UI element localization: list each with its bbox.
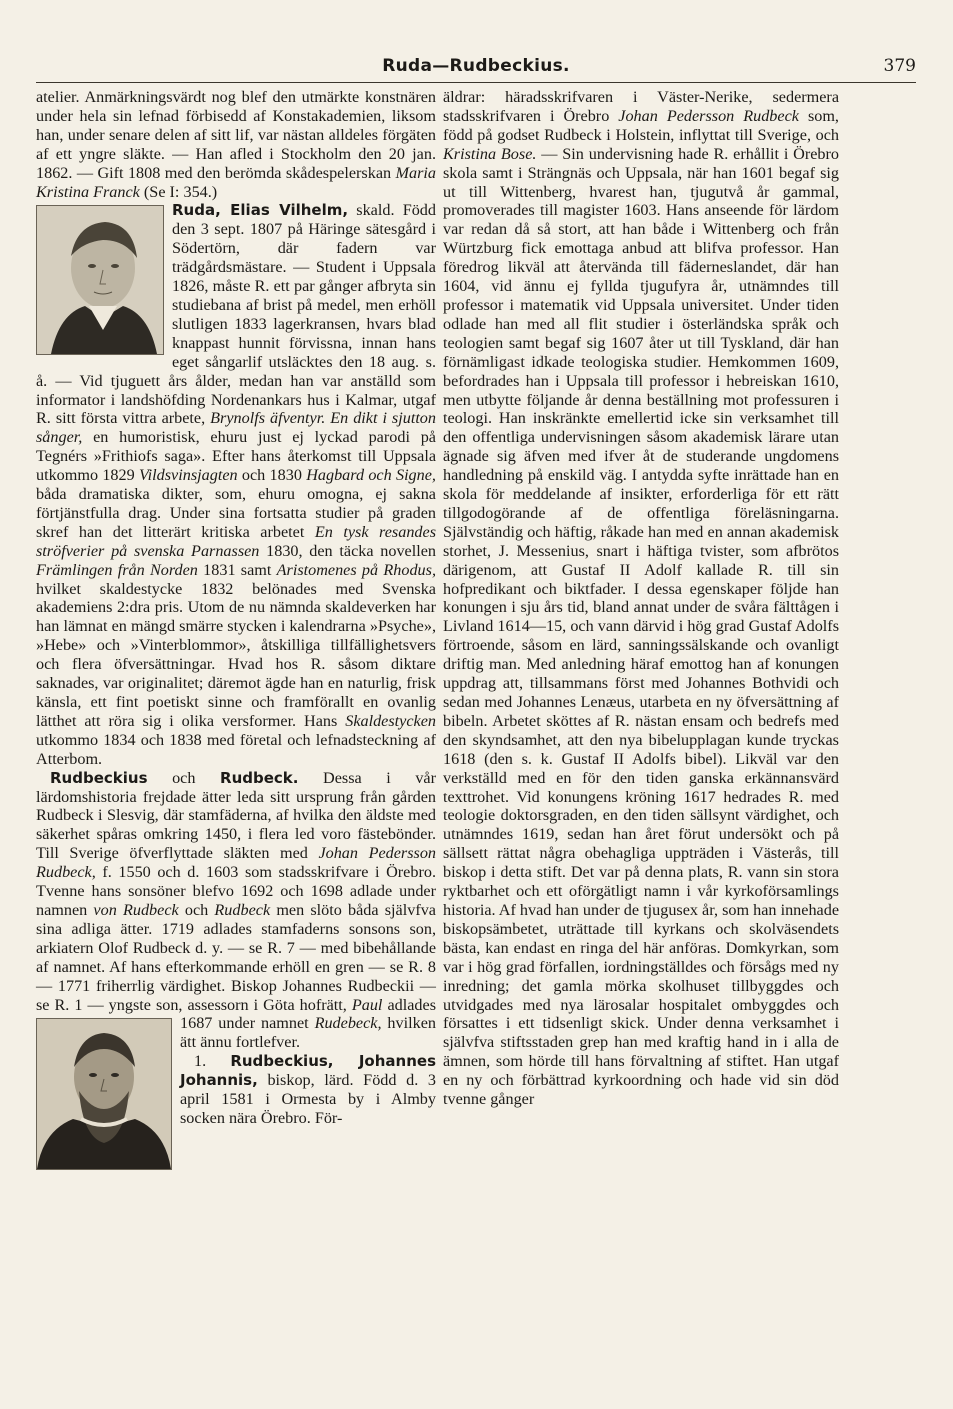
- lemma-rudbeckius-johannes: Rudbeckius, Johannes Johannis,: [180, 1052, 436, 1090]
- page-number: 379: [883, 56, 916, 76]
- entry-rudbeckius-1-continued: äldrar: häradsskrifvaren i Väster-Nerike, sedermera stadsskrifvaren i Örebro Johan Pedersson Rudbeck som, född på godset Rudbeck i Holstein, inflyttat till Sverige, och Kristina Bose. — Sin undervisning hade R. erhållit i Örebro skola samt i Strängnäs och Uppsala, när han 1601 begaf sig ut till Wittenberg, hvarest han, tjugutvå år gammal, promoverades till magister 1603. Hans anseende för lärdom var redan då så stort, att han både i Wittenberg och från Würtzburg fick emottaga anbud att blifva professor. Han föredrog likväl att återvända till fäderneslandet, där han 1604, vid ännu ej fyllda tjugufyra år, utnämndes till professor i matematik vid Uppsala universitet. Under tiden odlade han med all flit studier i österländska språk och teologien samt begaf sig 1607 åter ut till Tyskland, där han förnämligast idkade teologiska studier. Hemkommen 1609, befordrades han i Uppsala till professor i hebreiskan 1610, men utbytte följande år denna beställning mot professuren i teologi. Han inskränkte emellertid icke sin verksamhet till den offentliga undervisningen såsom akademisk lärare utan ägnade sig äfven med ifver åt de studerande ungdomens handledning på enskild väg. I antydda syfte inrättade han en skola för meddelande af insikter, erforderliga för ett rätt tillgodogörande af de offentliga föreläsningarna. Självständig och häftig, råkade han med en annan akademisk storhet, J. Messenius, snart i häftiga tvister, som afbrötos därigenom, att Gustaf II Adolf kallade R. till sin hofpredikant och biktfader. I dessa egenskaper följde han konungen i sju års tid, bland annat under de svåra fälttågen i Livland 1614—15, och vann därvid i hög grad Gustaf Adolfs förtroende, såsom en lärd, sanningssälskande och ovanligt driftig man. Med anledning häraf emottog han af konungen uppdrag att, tillsammans först med Johannes Bothvidi och sedan med Johannes Lenæus, utarbeta en ny öfversättning af bibeln. Arbetet sköttes af R. nästan ensam och bedrefs med den skyndsamhet, att den nya bibelupplagan kunde tryckas 1618 (den s. k. Gustaf II Adolfs bibel). Likväl var den verkställd med en för den tiden ganska erkännansvärd texttrohet. Vid konungens kröning 1617 hedrades R. med teologie doktorsgraden, en den tiden sällsynt värdighet, och utnämndes 1619, sedan han året förut undersökt och på sällsett rättat några obehagliga uppträden i Västerås, till biskop i detta stift. Det var på denna plats, R. vann sin stora ryktbarhet och ett oförgätligt namn i vår kyrkoförsamlings historia. Af hvad han under de tjugusex år, som han innehade biskopsämbetet, uträttade till kyrkans och skolväsendets bästa, kan endast en ringa del här anföras. Domkyrkan, som var i hög grad förfallen, iordningställdes och försågs med ny inredning; det gamla mörka skolhuset tillbyggdes och utvidgades med nya lärosalar hospitalet ombyggdes och försattes i ett tidsenligt skick. Under denna verksamhet i självfva stiftsstaden grep han med kraftig hand in i alla de ämnen, som hörde till hans förvaltning af stiftet. Han utgaf en ny och förbättrad kyrkoordning och hade vid sin död tvenne gånger: [443, 88, 839, 1109]
- lemma-ruda: Ruda, Elias Vilhelm,: [172, 201, 349, 220]
- work-title: Vildsvinsjagten: [138, 466, 238, 485]
- work-title: En tysk resandes ströfverier på svenska Parnassen: [36, 522, 436, 560]
- left-column: [36, 88, 436, 1174]
- portrait-rudbeckius: [36, 1018, 172, 1170]
- work-title: Brynolfs äfventyr. En dikt i sjutton sånger,: [36, 409, 436, 447]
- person-name: Rudbeck: [214, 900, 271, 919]
- header-rule: [36, 82, 916, 83]
- work-title: Aristomenes på Rhodus,: [276, 560, 436, 579]
- right-column: [443, 88, 839, 1109]
- entry-ruda: Ruda, Elias Vilhelm, skald. Född den 3 sept. 1807 på Häringe sätesgård i Södertörn, där fadern var trädgårdsmästare. — Student i Uppsala 1826, måste R. ett par gånger afbryta sin studiebana af brist på medel, men erhöll slutligen 1833 lagerkransen, hvars blad knappast hunnit förvissna, innan hans eget sångarlif utsläcktes den 18 aug. s. å. — Vid tjuguett års ålder, medan han var anställd som informator i landshöfding Nordenankars hus i Kalmar, utgaf R. sitt första vittra arbete, Brynolfs äfventyr. En dikt i sjutton sånger, en humoristisk, ehuru just ej lyckad parodi på Tegnérs »Frithiofs saga». Efter hans återkomst till Uppsala utkommo 1829 Vildsvinsjagten och 1830 Hagbard och Signe, båda dramatiska dikter, som, ehuru omogna, ej sakna förtjänstfulla drag. Under sina fortsatta studier på graden skref han det litterärt kritiska arbetet En tysk resandes ströfverier på svenska Parnassen 1830, den täcka novellen Främlingen från Norden 1831 samt Aristomenes på Rhodus, hvilket skaldestycke 1832 belönades med Svenska akademiens 2:dra pris. Utom de nu nämnda skaldeverken har han lämnat en mängd smärre stycken i kalendrarna »Psyche», »Hebe» och »Vinterblommor», åtskilliga tillfällighetsvers och flera öfversättningar. Hvad hos R. såsom diktare saknades, var originalitet; däremot ägde han en naturlig, frisk känsla, ett fint poetiskt sinne och framförallt en ovanlig lätthet att röra sig i olika versformer. Hans Skaldestycken utkommo 1834 och 1838 med företal och lefnadsteckning af Atterbom.: [36, 201, 436, 768]
- lemma-rudbeck: Rudbeck.: [220, 768, 299, 787]
- person-name: Kristina Bose.: [443, 144, 537, 163]
- person-name: von Rudbeck: [93, 900, 179, 919]
- work-title: Skaldestycken: [345, 711, 436, 730]
- person-name: Paul: [351, 995, 383, 1014]
- person-name: Johan Pedersson Rudbeck: [618, 106, 799, 125]
- entry-rudbeckius-1: 1. Rudbeckius, Johannes Johannis, biskop, lärd. Född d. 3 april 1581 i Ormesta by i Almby socken nära Örebro. För-: [180, 1052, 436, 1127]
- entry-continuation: atelier. Anmärkningsvärdt nog blef den utmärkte konstnären under hela sin lefnad förbisedd af Konstakademien, liksom han, under senare delen af sitt lif, var nästan alldeles förgäten af ett yngre släkte. — Han afled i Stockholm den 20 jan. 1862. — Gift 1808 med den berömda skådespelerskan Maria Kristina Franck (Se I: 354.): [36, 88, 436, 201]
- page-header: [36, 56, 916, 80]
- person-name: Johan Pedersson Rudbeck,: [36, 844, 437, 882]
- work-title: Hagbard och Signe,: [306, 466, 436, 485]
- lemma-rudbeckius: Rudbeckius: [50, 768, 148, 787]
- running-head: Ruda—Rudbeckius.: [382, 56, 570, 76]
- person-name: Maria Kristina Franck: [36, 163, 436, 201]
- portrait-ruda: [36, 205, 164, 355]
- work-title: Främlingen från Norden: [36, 560, 198, 579]
- person-name: Rudebeck,: [314, 1014, 382, 1033]
- entry-rudbeckius-family: Rudbeckius och Rudbeck. Dessa i vår lärdomshistoria frejdade ätter leda sitt ursprung från gården Rudbeck i Slesvig, där stamfäderna, af hvilka den äldste med säkerhet spåras omkring 1450, i flera led voro fästebönder. Till Sverige öfverflyttade släkten med Johan Pedersson Rudbeck, f. 1550 och d. 1603 som stadsskrifvare i Örebro. Tvenne hans sonsöner blefvo 1692 och 1698 adlade under namnen von Rudbeck och Rudbeck men slöto båda självfva sina adliga ätter. 1719 adlades stamfaderns sonsons son, arkiatern Olof Rudbeck d. y. — se R. 7 — med bibehållande af namnet. Af hans efterkommande erhöll en gren — se R. 8 — 1771 friherrlig värdighet. Biskop Johannes Rudbeckii — se R. 1 — yngste son, assessorn i Göta hofrätt, Paul adlades 1687 under namnet Rudebeck, hvilken ätt ännu fortlefver.: [36, 769, 436, 1053]
